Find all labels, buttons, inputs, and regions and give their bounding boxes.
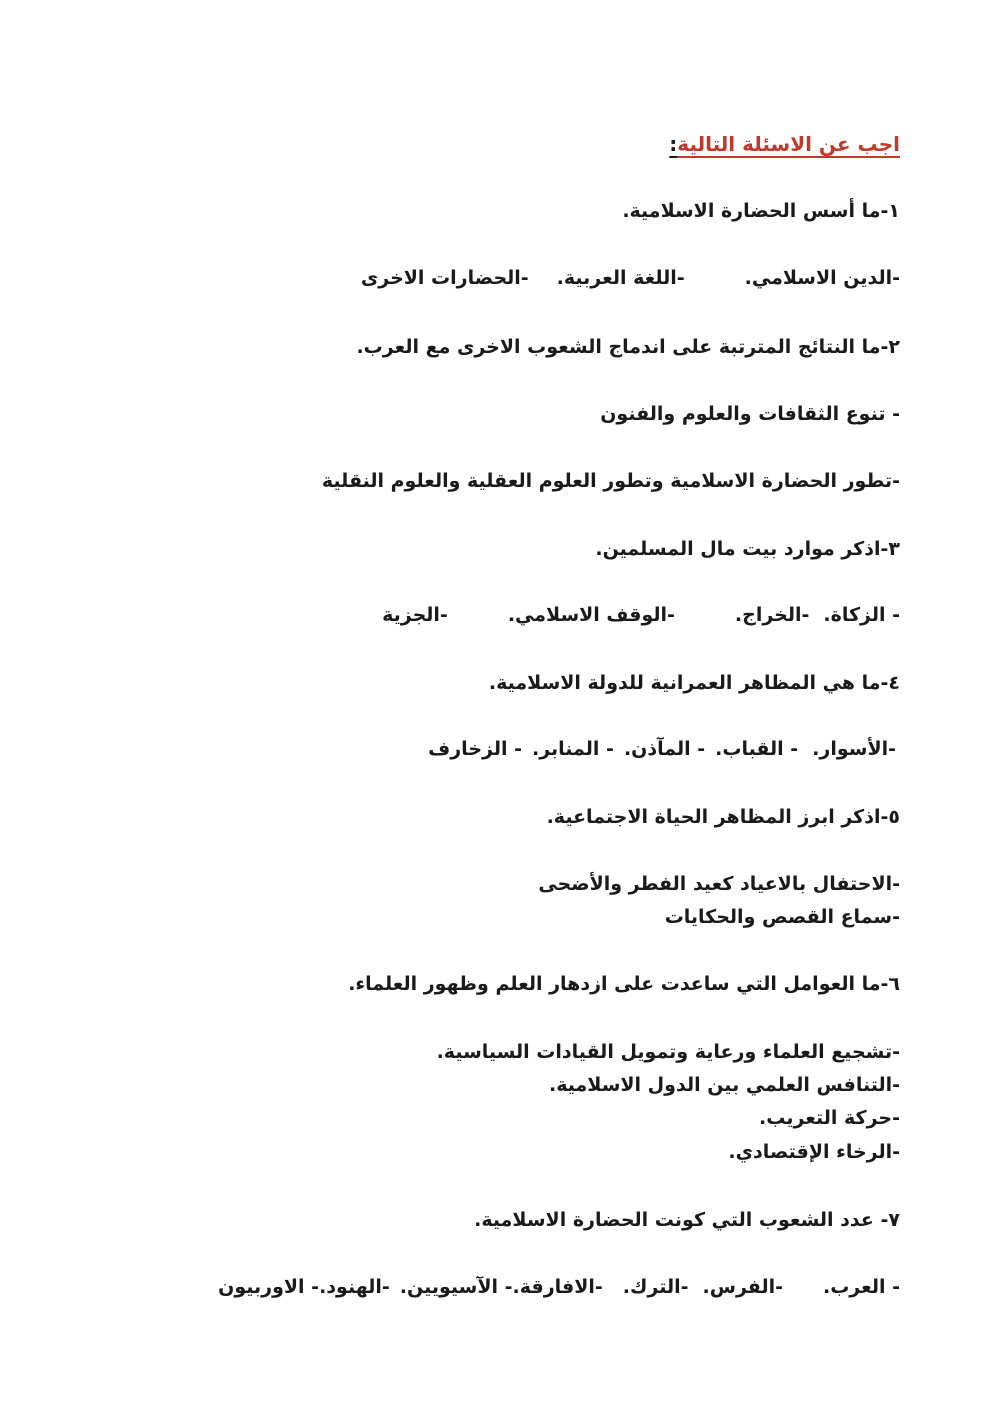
answer-7-3: -الترك.: [622, 1276, 689, 1298]
answer-7-2: -الفرس.: [702, 1276, 783, 1298]
answer-7-7: - الاوربيون: [218, 1276, 320, 1298]
answer-4-5: - الزخارف: [428, 738, 522, 760]
answer-7-6: -الهنود.: [319, 1276, 390, 1298]
answer-4-4: - المنابر.: [531, 738, 614, 760]
question-7: ٧- عدد الشعوب التي كونت الحضارة الاسلامية.: [474, 1209, 900, 1231]
answer-7-5: - الآسيويين.: [399, 1276, 513, 1298]
page-title: اجب عن الاسئلة التالية: [677, 132, 900, 156]
answer-6-2: -التنافس العلمي بين الدول الاسلامية.: [549, 1074, 900, 1096]
question-3: ٣-اذكر موارد بيت مال المسلمين.: [595, 538, 900, 560]
page-title-colon: :: [669, 132, 678, 156]
answer-2-1: - تنوع الثقافات والعلوم والفنون: [600, 403, 900, 425]
answer-3-2: -الخراج.: [734, 604, 810, 626]
answer-4-3: - المآذن.: [623, 738, 706, 760]
answer-1-1: -الدين الاسلامي.: [744, 267, 900, 289]
answer-5-2: -سماع القصص والحكايات: [664, 906, 900, 928]
question-5: ٥-اذكر ابرز المظاهر الحياة الاجتماعية.: [546, 806, 900, 828]
answer-4-row: [428, 735, 896, 763]
answer-6-3: -حركة التعريب.: [759, 1107, 900, 1129]
answer-7-4: -الافارقة.: [512, 1276, 603, 1298]
question-4: ٤-ما هي المظاهر العمرانية للدولة الاسلامية.: [488, 672, 900, 694]
question-2: ٢-ما النتائج المترتبة على اندماج الشعوب الاخرى مع العرب.: [356, 336, 900, 358]
answer-1-3: -الحضارات الاخرى: [360, 267, 529, 289]
answer-6-1: -تشجيع العلماء ورعاية وتمويل القيادات السياسية.: [436, 1041, 900, 1063]
answer-3-3: -الوقف الاسلامي.: [507, 604, 675, 626]
question-1: ١-ما أسس الحضارة الاسلامية.: [622, 200, 900, 222]
answer-6-4: -الرخاء الإقتصادي.: [728, 1141, 900, 1163]
page-heading: [669, 130, 900, 158]
answer-2-2: -تطور الحضارة الاسلامية وتطور العلوم العقلية والعلوم النقلية: [321, 470, 900, 492]
answer-3-row: [382, 601, 900, 629]
answer-3-4: -الجزية: [382, 604, 448, 626]
answer-1-2: -اللغة العربية.: [556, 267, 685, 289]
answer-4-1: -الأسوار.: [812, 738, 896, 760]
answer-3-1: - الزكاة.: [823, 604, 900, 626]
answer-1-row: [361, 264, 900, 292]
answer-5-1: -الاحتفال بالاعياد كعيد الفطر والأضحى: [538, 873, 900, 895]
answer-4-2: - القباب.: [715, 738, 799, 760]
question-6: ٦-ما العوامل التي ساعدت على ازدهار العلم وظهور العلماء.: [348, 973, 900, 995]
answer-7-1: - العرب.: [822, 1276, 900, 1298]
answer-7-row: [218, 1273, 900, 1301]
